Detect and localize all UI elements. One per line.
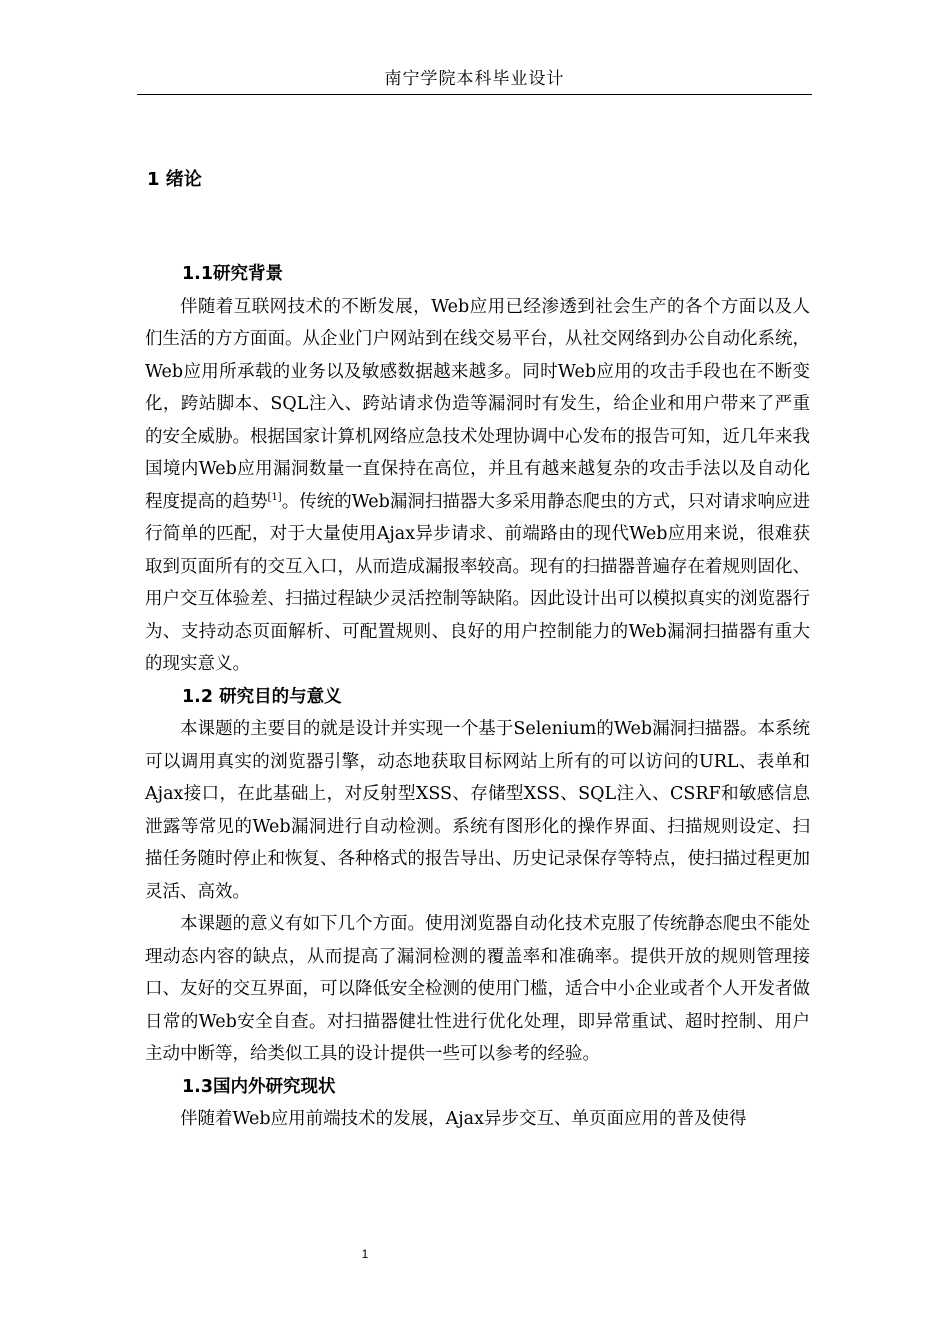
- page-header: 南宁学院本科毕业设计: [384, 69, 565, 89]
- paragraph-text: 伴随着互联网技术的不断发展，Web应用已经渗透到社会生产的各个方面以及人们生活的方方面面。从企业门户网站到在线交易平台，从社交网络到办公自动化系统，Web应用所承载的业务以及敏感数据越来越多。同时Web应用的攻击手段也在不断变化，跨站脚本、SQL注入、跨站请求伪造等漏洞时有发生，给企业和用户带来了严重的安全威胁。根据国家计算机网络应急技术处理协调中心发布的报告可知，近几年来我国境内Web应用漏洞数量一直保持在高位，并且有越来越复杂的攻击手法以及自动化程度提高的趋势: [145, 296, 810, 512]
- section-title-1-2: 1.2 研究目的与意义: [182, 686, 342, 707]
- paragraph: 本课题的意义有如下几个方面。使用浏览器自动化技术克服了传统静态爬虫不能处理动态内容的缺点，从而提高了漏洞检测的覆盖率和准确率。提供开放的规则管理接口、友好的交互界面，可以降低安全检测的使用门槛，适合中小企业或者个人开发者做日常的Web安全自查。对扫描器健壮性进行优化处理，即异常重试、超时控制、用户主动中断等，给类似工具的设计提供一些可以参考的经验。: [145, 914, 810, 1064]
- paragraph-text: 。传统的Web漏洞扫描器大多采用静态爬虫的方式，只对请求响应进行简单的匹配，对于大量使用Ajax异步请求、前端路由的现代Web应用来说，很难获取到页面所有的交互入口，从而造成漏报率较高。现有的扫描器普遍存在着规则固化、用户交互体验差、扫描过程缺少灵活控制等缺陷。因此设计出可以模拟真实的浏览器行为、支持动态页面解析、可配置规则、良好的用户控制能力的Web漏洞扫描器有重大的现实意义。: [145, 491, 810, 674]
- header-divider: [137, 94, 812, 95]
- paragraph: 伴随着Web应用前端技术的发展，Ajax异步交互、单页面应用的普及使得: [180, 1109, 747, 1129]
- chapter-title: 1 绪论: [147, 169, 202, 190]
- section-title-1-1: 1.1研究背景: [182, 264, 284, 284]
- paragraph: 本课题的主要目的就是设计并实现一个基于Selenium的Web漏洞扫描器。本系统可以调用真实的浏览器引擎，动态地获取目标网站上所有的可以访问的URL、表单和Ajax接口，在此基础上，对反射型XSS、存储型XSS、SQL注入、CSRF和敏感信息泄露等常见的Web漏洞进行自动检测。系统有图形化的操作界面、扫描规则设定、扫描任务随时停止和恢复、各种格式的报告导出、历史记录保存等特点，使扫描过程更加灵活、高效。: [145, 719, 810, 902]
- section-title-1-3: 1.3国内外研究现状: [182, 1076, 336, 1097]
- page-number: 1: [361, 1247, 369, 1261]
- body-text: [145, 258, 810, 1136]
- paragraph: [145, 291, 810, 681]
- citation-ref: [1]: [267, 491, 282, 503]
